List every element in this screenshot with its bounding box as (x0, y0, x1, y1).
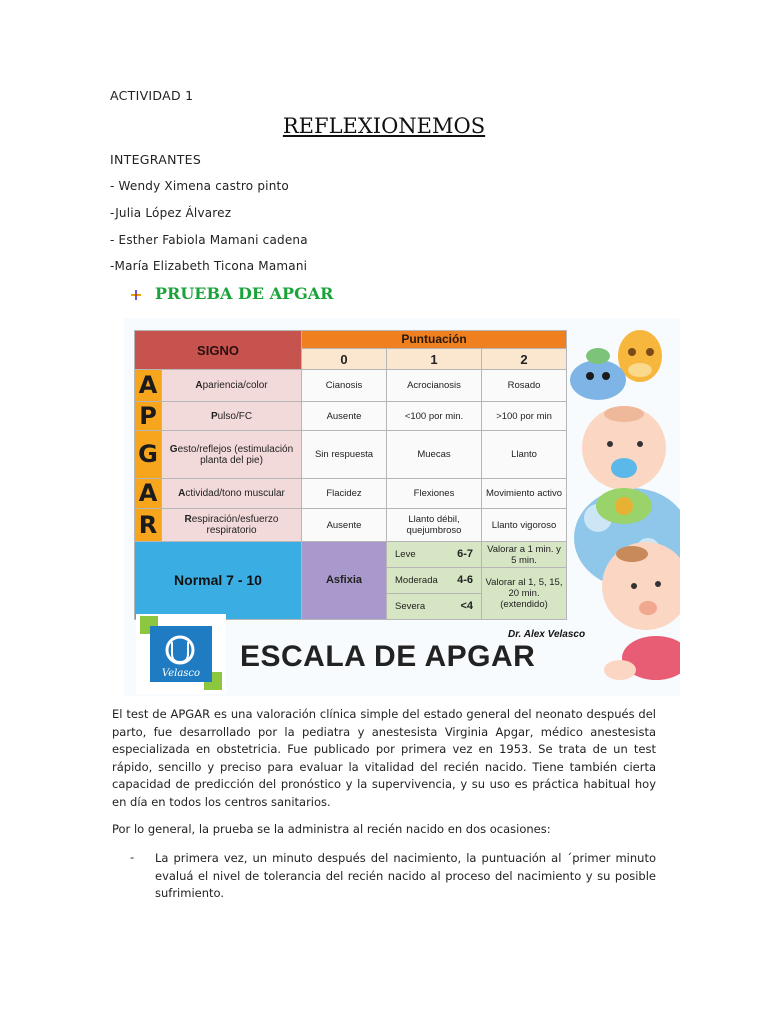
section-title: PRUEBA DE APGAR (155, 284, 334, 303)
severity-score: <4 (460, 600, 473, 612)
sign-initial: A (178, 488, 186, 499)
list-bullet: - (130, 850, 135, 864)
apgar-graphic (124, 318, 680, 696)
sign-cell (162, 370, 302, 402)
score-header: 2 (482, 349, 567, 370)
value-cell: Sin respuesta (302, 431, 387, 479)
value-cell: Flacidez (302, 479, 387, 509)
sign-text: pariencia/color (202, 380, 268, 391)
sign-initial: P (210, 410, 218, 422)
value-cell: >100 por min (482, 402, 567, 431)
body-paragraph: Por lo general, la prueba se la administra al recién nacido en dos ocasiones: (112, 822, 551, 836)
sign-initial: G (169, 443, 178, 455)
severity-cell (387, 594, 482, 620)
banner-title: ESCALA DE APGAR (240, 640, 536, 673)
member-item: - Esther Fabiola Mamani cadena (110, 233, 308, 247)
table-row (135, 402, 567, 431)
list-item: La primera vez, un minuto después del nacimiento, la puntuación al ´primer minuto evaluá el nivel de tolerancia del recién nacido al proceso del nacimiento y su posible sufrimiento. (155, 851, 656, 900)
grade-cell: Valorar a 1 min. y 5 min. (482, 542, 567, 568)
value-cell: Acrocianosis (387, 370, 482, 402)
severity-name: Moderada (395, 575, 438, 586)
signo-header: SIGNO (135, 331, 302, 370)
members-label: INTEGRANTES (110, 152, 202, 167)
value-cell: Flexiones (387, 479, 482, 509)
sign-cell (162, 509, 302, 542)
value-cell: Llanto vigoroso (482, 509, 567, 542)
sign-text: ctividad/tono muscular (185, 488, 285, 499)
sign-cell (162, 431, 302, 479)
velasco-logo (136, 614, 226, 694)
severity-name: Leve (395, 549, 416, 560)
sign-text: espiración/esfuerzo respiratorio (191, 514, 279, 536)
value-cell: Llanto débil, quejumbroso (387, 509, 482, 542)
score-header: 1 (387, 349, 482, 370)
member-item: - Wendy Ximena castro pinto (110, 179, 289, 193)
asfixia-cell: Asfixia (302, 542, 387, 620)
sign-initial: R (184, 514, 192, 525)
value-cell: Cianosis (302, 370, 387, 402)
severity-score: 6-7 (457, 548, 473, 560)
value-cell: Ausente (302, 509, 387, 542)
severity-cell (387, 568, 482, 594)
sign-cell (162, 402, 302, 431)
value-cell: Rosado (482, 370, 567, 402)
value-cell: Movimiento activo (482, 479, 567, 509)
grade-cell: Valorar al 1, 5, 15, 20 min. (extendido) (482, 568, 567, 620)
sign-cell (162, 479, 302, 509)
severity-name: Severa (395, 601, 426, 612)
apgar-letter: P (135, 402, 162, 431)
value-cell: Llanto (482, 431, 567, 479)
apgar-letter: G (135, 431, 162, 479)
severity-score: 4-6 (457, 574, 473, 586)
value-cell: Ausente (302, 402, 387, 431)
apgar-letter: A (135, 370, 162, 402)
member-item: -María Elizabeth Ticona Mamani (110, 259, 308, 273)
apgar-letter: A (135, 479, 162, 509)
bullet-icon (131, 290, 141, 300)
normal-range-cell: Normal 7 - 10 (135, 542, 302, 620)
body-paragraph: El test de APGAR es una valoración clínica simple del estado general del neonato después del parto, fue desarrollado por la pediatra y anestesista Virginia Apgar, médico anestesista especializada en obstetricia. Fue publicado por primera vez en 1953. Se trata de un test rápido, sencillo y preciso para evaluar la vitalidad del recién nacido. Tiene también cierta capacidad de predicción del pronóstico y la supervivencia, y su uso es práctica habitual hoy en día en todos los centros sanitarios. (112, 707, 656, 809)
activity-label: ACTIVIDAD 1 (110, 88, 194, 103)
stethoscope-logo-icon (136, 614, 226, 694)
logo-text: Velasco (161, 668, 201, 679)
apgar-letter: R (135, 509, 162, 542)
table-row (135, 370, 567, 402)
value-cell: <100 por min. (387, 402, 482, 431)
table-row (135, 509, 567, 542)
sign-text: ulso/FC (217, 410, 253, 422)
table-row (135, 479, 567, 509)
member-item: -Julia López Álvarez (110, 206, 232, 220)
value-cell: Muecas (387, 431, 482, 479)
page-title: REFLEXIONEMOS (282, 114, 486, 138)
sign-initial: A (195, 380, 203, 391)
puntuacion-header: Puntuación (302, 331, 567, 349)
apgar-table (134, 330, 567, 620)
severity-cell (387, 542, 482, 568)
score-header: 0 (302, 349, 387, 370)
table-row (135, 431, 567, 479)
author-credit: Dr. Alex Velasco (508, 629, 586, 640)
sign-text: esto/reflejos (estimulación planta del pie) (177, 443, 294, 466)
